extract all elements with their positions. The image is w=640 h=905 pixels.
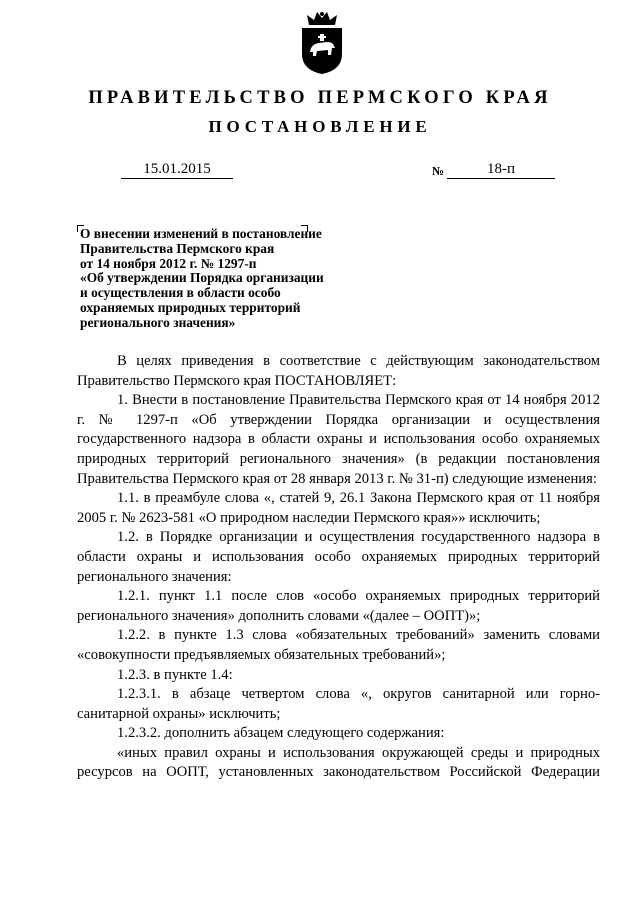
- subject-line: охраняемых природных территорий: [80, 299, 301, 315]
- subject-line: О внесении изменений в постановление: [80, 226, 322, 241]
- body-paragraph: «иных правил охраны и использования окружающей среды и природных ресурсов на ООПТ, установленных законодательством Российской Федерации: [77, 744, 600, 781]
- body-paragraph: 1.2.2. в пункте 1.3 слова «обязательных требований» заменить словами «совокупности предъявляемых обязательных требований»;: [77, 627, 600, 663]
- body-paragraph: 1.2.3.1. в абзаце четвертом слова «, округов санитарной или горно-санитарной охраны» исключить;: [77, 686, 600, 722]
- document-date: 15.01.2015: [121, 160, 233, 179]
- body-paragraph: 1.2. в Порядке организации и осуществления государственного надзора в области охраны и использования особо охраняемых природных территорий регионального значения:: [77, 529, 600, 585]
- body-paragraph: 1.2.3.2. дополнить абзацем следующего содержания:: [117, 725, 445, 742]
- subject-line: от 14 ноября 2012 г. № 1297-п: [80, 255, 257, 271]
- government-name: ПРАВИТЕЛЬСТВО ПЕРМСКОГО КРАЯ: [88, 88, 552, 108]
- number-sign: №: [432, 164, 445, 178]
- subject-line: регионального значения»: [80, 314, 236, 330]
- document-subject: [80, 227, 380, 331]
- document-type: ПОСТАНОВЛЕНИЕ: [208, 117, 432, 136]
- document-body: [77, 352, 600, 783]
- subject-line: Правительства Пермского края: [80, 240, 275, 256]
- perm-krai-emblem: [299, 10, 345, 76]
- document-number: 18-п: [447, 160, 555, 179]
- body-paragraph: 1.2.3. в пункте 1.4:: [117, 666, 233, 683]
- subject-line: и осуществления в области особо: [80, 285, 281, 301]
- body-paragraph: В целях приведения в соответствие с действующим законодательством Правительство Пермского края ПОСТАНОВЛЯЕТ:: [77, 353, 600, 389]
- body-paragraph: 1. Внести в постановление Правительства Пермского края от 14 ноября 2012 г. № 1297-п «Об утверждении Порядка организации и осуществления государственного надзора в области охраны и использования особо охраняемых природных территорий регионального значения» (в редакции постановления Правительства Пермского края от 28 января 2013 г. № 31-п) следующие изменения:: [77, 392, 600, 487]
- body-paragraph: 1.2.1. пункт 1.1 после слов «особо охраняемых природных территорий регионального значения» дополнить словами «(далее – ООПТ)»;: [77, 588, 600, 624]
- subject-line: «Об утверждении Порядка организации: [80, 270, 324, 286]
- body-paragraph: 1.1. в преамбуле слова «, статей 9, 26.1 Закона Пермского края от 11 ноября 2005 г. № 2623-581 «О природном наследии Пермского края»» исключить;: [77, 490, 600, 526]
